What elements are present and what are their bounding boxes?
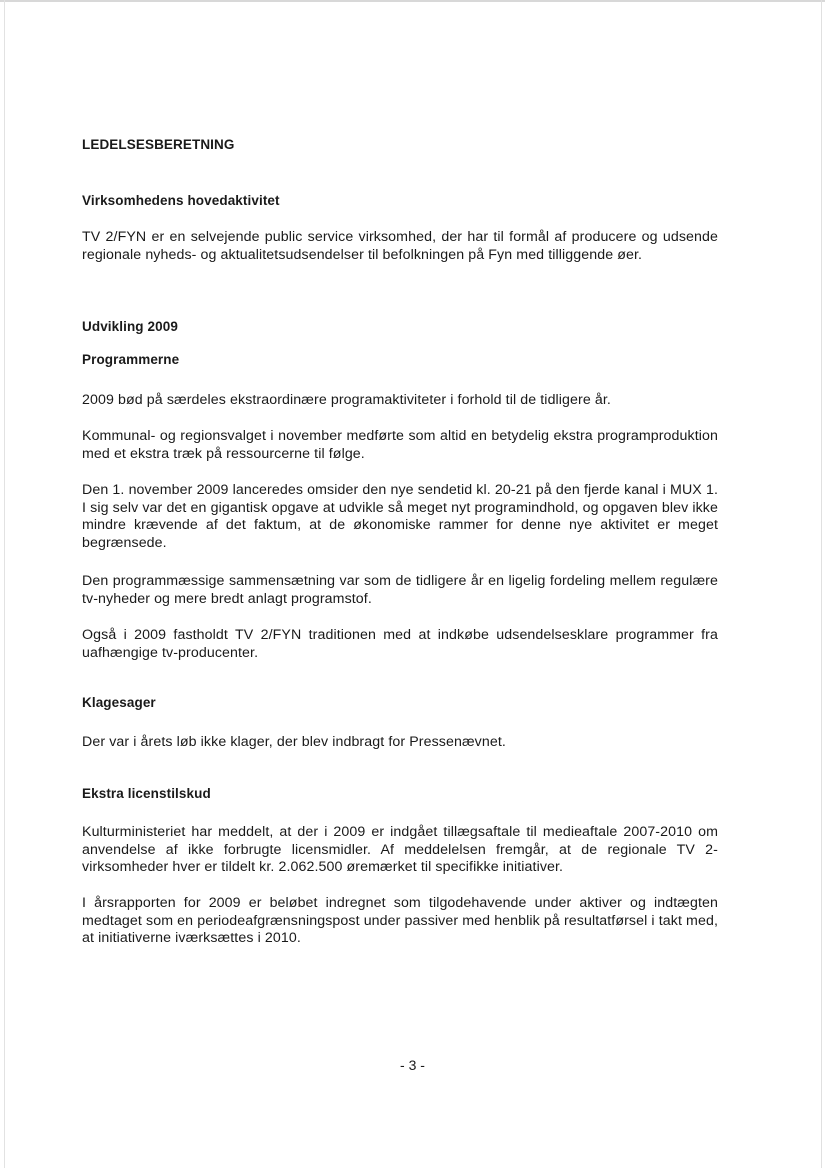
document-title: LEDELSESBERETNING	[82, 137, 235, 152]
paragraph-licenstilskud-1: Kulturministeriet har meddelt, at der i 2009 er indgået tillægsaftale til medieaftale 2007-2010 om anvendelse af ikke forbrugte licensmidler. Af meddelelsen fremgår, at de regionale TV 2-virksomheder hver er tildelt kr. 2.062.500 øremærket til specifikke initiativer.	[82, 824, 718, 875]
paragraph-udvikling-1: 2009 bød på særdeles ekstraordinære programaktiviteter i forhold til de tidligere år.	[82, 392, 611, 408]
subheading-programmerne: Programmerne	[82, 352, 180, 367]
paragraph-klagesager: Der var i årets løb ikke klager, der blev indbragt for Pressenævnet.	[82, 734, 506, 750]
paragraph-udvikling-3: Den 1. november 2009 lanceredes omsider den nye sendetid kl. 20-21 på den fjerde kanal i MUX 1. I sig selv var det en gigantisk opgave at udvikle så meget nyt programindhold, og opgaven blev ikke mindre krævende af det faktum, at de økonomiske rammer for denne nye aktivitet er meget begrænsede.	[82, 482, 718, 551]
paragraph-udvikling-2: Kommunal- og regionsvalget i november medførte som altid en betydelig ekstra programproduktion med et ekstra træk på ressourcerne til følge.	[82, 428, 718, 462]
scan-edge-top	[0, 0, 825, 2]
section-heading-licenstilskud: Ekstra licenstilskud	[82, 786, 211, 801]
paragraph-udvikling-4: Den programmæssige sammensætning var som de tidligere år en ligelig fordeling mellem regulære tv-nyheder og mere bredt anlagt programstof.	[82, 573, 718, 607]
page-number: - 3 -	[400, 1057, 425, 1073]
paragraph-licenstilskud-2: I årsrapporten for 2009 er beløbet indregnet som tilgodehavende under aktiver og indtægten medtaget som en periodeafgrænsningspost under passiver med henblik på resultatførsel i takt med, at initiativerne iværksættes i 2010.	[82, 895, 718, 946]
scan-edge-left	[4, 0, 5, 1168]
section-heading-klagesager: Klagesager	[82, 695, 156, 710]
section-heading-udvikling: Udvikling 2009	[82, 319, 178, 334]
paragraph-hovedaktivitet: TV 2/FYN er en selvejende public service virksomhed, der har til formål af producere og udsende regionale nyheds- og aktualitetsudsendelser til befolkningen på Fyn med tilliggende øer.	[82, 229, 718, 263]
section-heading-hovedaktivitet: Virksomhedens hovedaktivitet	[82, 193, 280, 208]
scan-edge-right	[821, 0, 822, 1168]
paragraph-udvikling-5: Også i 2009 fastholdt TV 2/FYN traditionen med at indkøbe udsendelsesklare programmer fra uafhængige tv-producenter.	[82, 627, 718, 661]
